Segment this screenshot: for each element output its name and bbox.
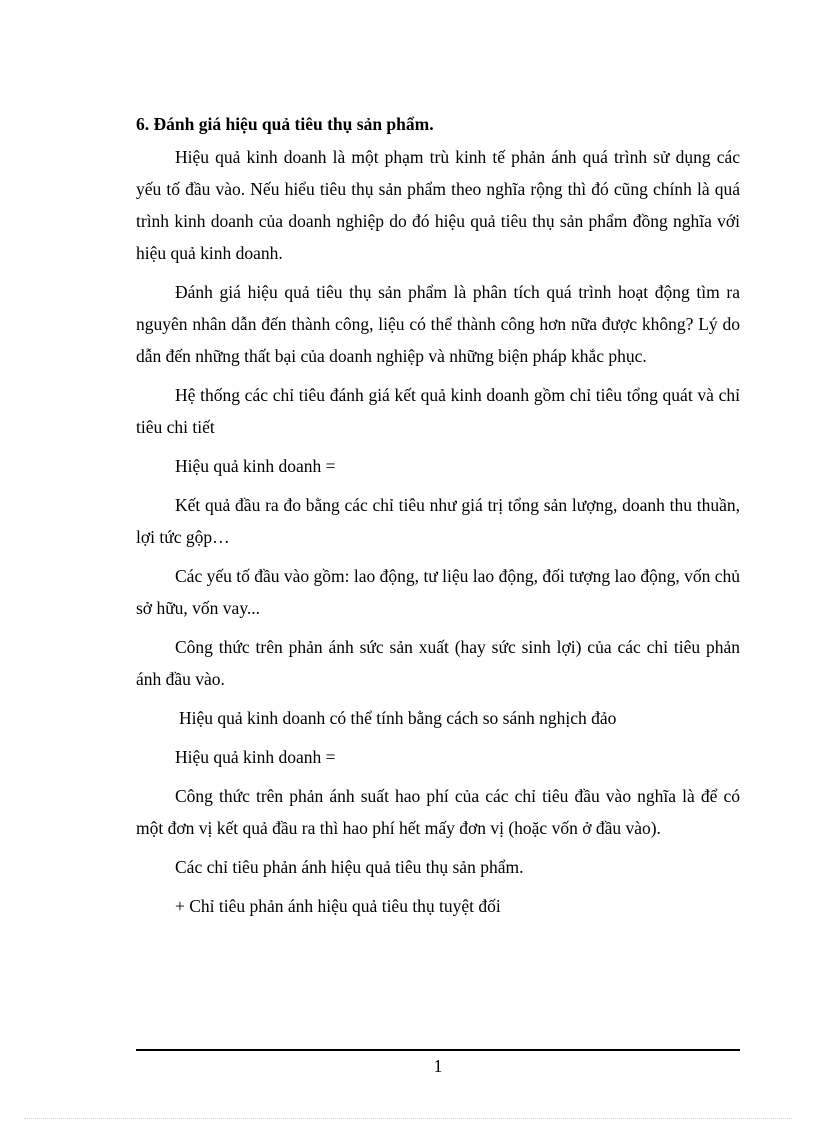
paragraph-evaluation: Đánh giá hiệu quả tiêu thụ sản phẩm là phân tích quá trình hoạt động tìm ra nguyên nhân dẫn đến thành công, liệu có thể thành công hơn nữa được không? Lý do dẫn đến những thất bại của doanh nghiệp và những biện pháp khắc phục. (136, 282, 740, 366)
page-edge-divider (24, 1118, 792, 1119)
list-item-absolute-indicator: + Chỉ tiêu phản ánh hiệu quả tiêu thụ tuyệt đối (175, 896, 501, 916)
paragraph-output-results: Kết quả đầu ra đo bằng các chỉ tiêu như giá trị tổng sản lượng, doanh thu thuần, lợi tức gộp… (136, 495, 740, 547)
formula-efficiency-line: Hiệu quả kinh doanh = (175, 456, 336, 476)
section-heading: 6. Đánh giá hiệu quả tiêu thụ sản phẩm. (136, 114, 434, 134)
paragraph-indicators-list: Các chỉ tiêu phản ánh hiệu quả tiêu thụ sản phẩm. (175, 857, 524, 877)
page-number: 1 (433, 1056, 443, 1076)
paragraph-indicator-system: Hệ thống các chỉ tiêu đánh giá kết quả kinh doanh gồm chỉ tiêu tổng quát và chỉ tiêu chi tiết (136, 385, 740, 437)
paragraph-cost-ratio: Công thức trên phản ánh suất hao phí của các chỉ tiêu đầu vào nghĩa là để có một đơn vị kết quả đầu ra thì hao phí hết mấy đơn vị (hoặc vốn ở đầu vào). (136, 786, 740, 838)
formula-inverse-line: Hiệu quả kinh doanh = (175, 747, 336, 767)
footer-divider (136, 1049, 740, 1051)
paragraph-formula-meaning: Công thức trên phản ánh sức sản xuất (hay sức sinh lợi) của các chỉ tiêu phản ánh đầu vào. (136, 637, 740, 689)
document-body (136, 113, 740, 929)
paragraph-input-factors: Các yếu tố đầu vào gồm: lao động, tư liệu lao động, đối tượng lao động, vốn chủ sở hữu, vốn vay... (136, 566, 740, 618)
paragraph-business-efficiency: Hiệu quả kinh doanh là một phạm trù kinh tế phản ánh quá trình sử dụng các yếu tố đầu vào. Nếu hiểu tiêu thụ sản phẩm theo nghĩa rộng thì đó cũng chính là quá trình kinh doanh của doanh nghiệp do đó hiệu quả tiêu thụ sản phẩm đồng nghĩa với hiệu quả kinh doanh. (136, 147, 740, 263)
paragraph-inverse-comparison: Hiệu quả kinh doanh có thể tính bằng cách so sánh nghịch đảo (179, 708, 617, 728)
